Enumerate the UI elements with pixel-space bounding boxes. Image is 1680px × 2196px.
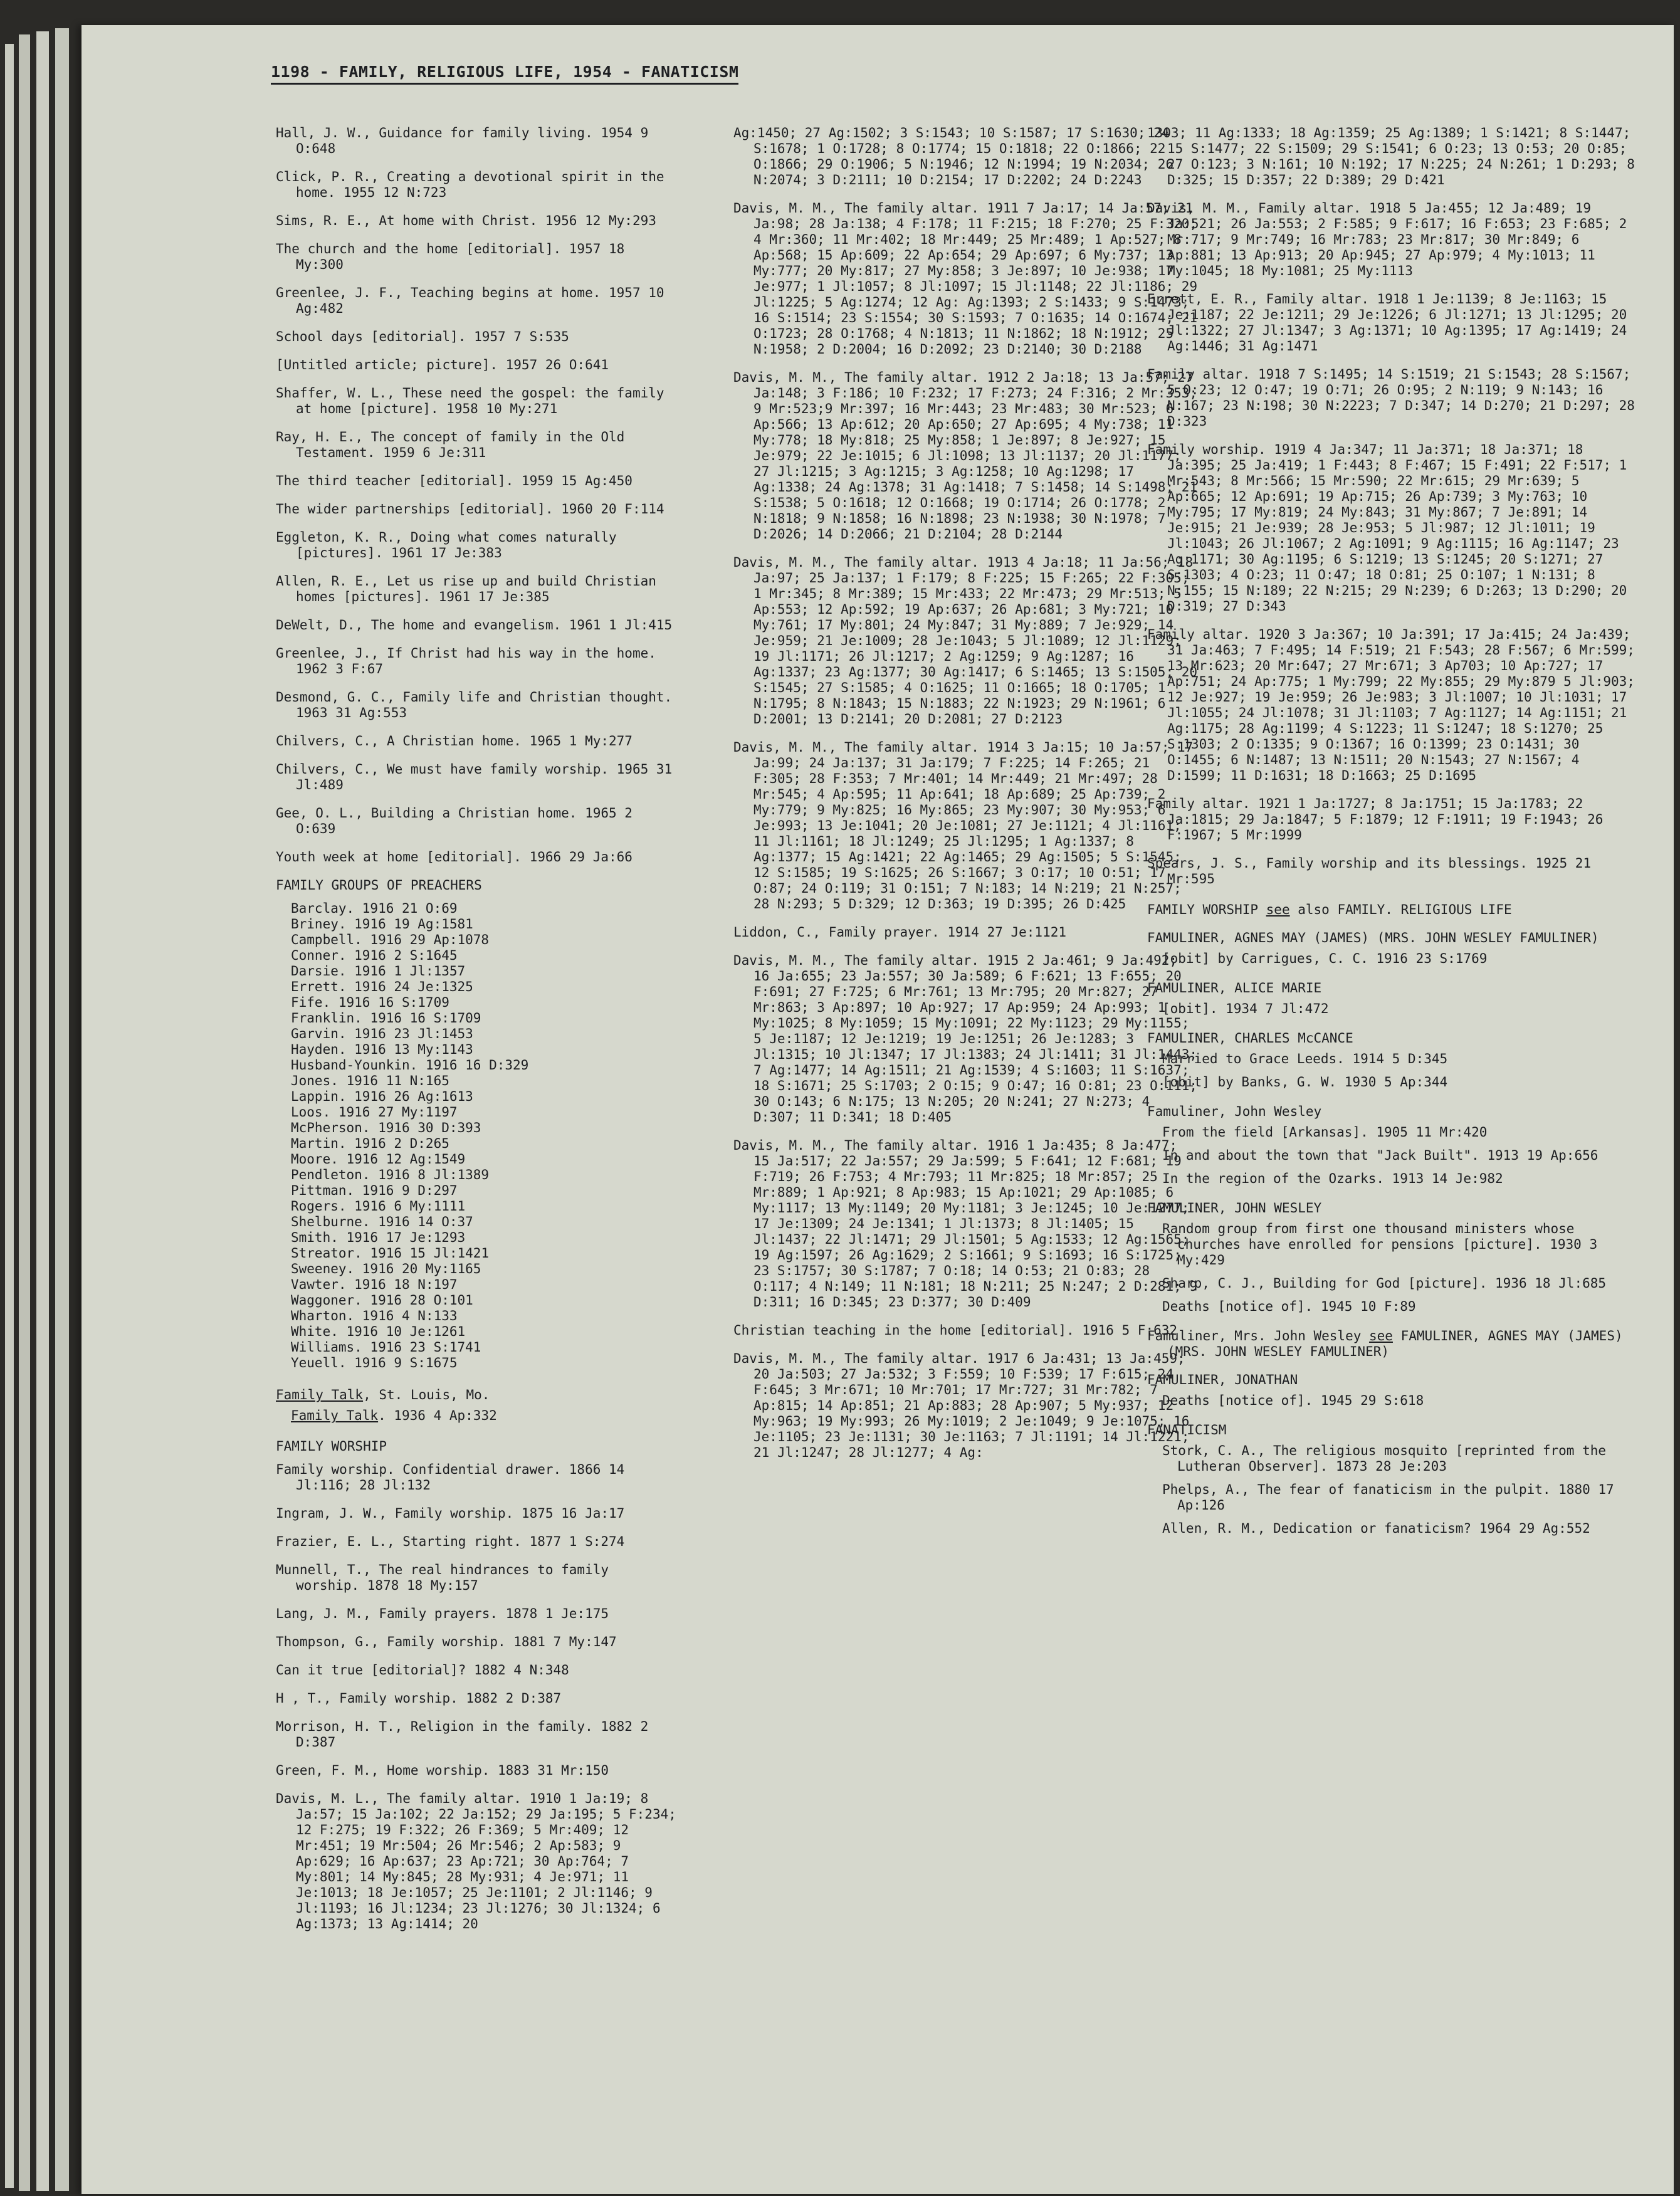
entries-family-worship — [276, 1462, 677, 1932]
index-entry: Shaffer, W. L., These need the gospel: the family at home [picture]. 1958 10 My:271 — [276, 386, 664, 416]
john-wesley-subentries — [1147, 1221, 1636, 1315]
group-alice — [1147, 980, 1636, 1017]
index-entry: DeWelt, D., The home and evangelism. 1961 1 Jl:415 — [276, 617, 673, 633]
index-entry: Ray, H. E., The concept of family in the Old Testament. 1959 6 Je:311 — [276, 429, 625, 460]
index-entry: Frazier, E. L., Starting right. 1877 1 S:274 — [276, 1534, 625, 1549]
entries-family-altar-cont — [1147, 125, 1636, 887]
preacher-entry: Jones. 1916 11 N:165 — [291, 1073, 449, 1088]
index-entry: Eggleton, K. R., Doing what comes naturally [pictures]. 1961 17 Je:383 — [276, 530, 617, 560]
index-entry: Davis, M. M., The family altar. 1916 1 Ja:435; 8 Ja:477; 15 Ja:517; 22 Ja:557; 29 Ja:599; 5 F:641; 12 F:681; 19 F:719; 26 F:753; 4 Mr:793; 11 Mr:825; 18 Mr:857; 25 Mr:889; 1 Ap:921; 8 Ap:983; 15 Ap:1021; 29 Ap:1085; 6 My:1117; 13 My:1149; 20 My:1181; 3 Je:1245; 10 Je:1277; 17 Je:1309; 24 Je:1341; 1 Jl:1373; 8 Jl:1405; 15 Jl:1437; 22 Jl:1471; 29 Jl:1501; 5 Ag:1533; 12 Ag:1565; 19 Ag:1597; 26 Ag:1629; 2 S:1661; 9 S:1693; 16 S:1725; 23 S:1757; 30 S:1787; 7 O:18; 14 O:53; 21 O:83; 28 O:117; 4 N:149; 11 N:181; 18 N:211; 25 N:247; 2 D:281; 9 D:311; 16 D:345; 23 D:377; 30 D:409 — [733, 1138, 1198, 1310]
index-entry: Family altar. 1920 3 Ja:367; 10 Ja:391; 17 Ja:415; 24 Ja:439; 31 Ja:463; 7 F:495; 14 F:519; 21 F:543; 28 F:567; 6 Mr:599; 13 Mr:623; 20 Mr:647; 27 Mr:671; 3 Ap703; 10 Ap:727; 17 Ap:751; 24 Ap:775; 1 My:799; 22 My:855; 29 My:879 5 Jl:903; 12 Je:927; 19 Je:959; 26 Je:983; 3 Jl:1007; 10 Jl:1031; 17 Jl:1055; 24 Jl:1078; 31 Jl:1103; 7 Ag:1127; 14 Ag:1151; 21 Ag:1175; 28 Ag:1199; 4 S:1223; 11 S:1247; 18 S:1270; 25 S:1303; 2 O:1335; 9 O:1367; 16 O:1399; 23 O:1431; 30 O:1455; 6 N:1487; 13 N:1511; 20 N:1543; 27 N:1567; 4 D:1599; 11 D:1631; 18 D:1663; 25 D:1695 — [1147, 627, 1635, 783]
index-entry: Sims, R. E., At home with Christ. 1956 12 My:293 — [276, 213, 656, 228]
group-jonathan — [1147, 1372, 1636, 1409]
heading-jonathan: FAMULINER, JONATHAN — [1147, 1372, 1298, 1387]
preacher-entry: Martin. 1916 2 D:265 — [291, 1136, 449, 1151]
preacher-entry: Pittman. 1916 9 D:297 — [291, 1183, 458, 1198]
preacher-entry: McPherson. 1916 30 D:393 — [291, 1120, 481, 1135]
preacher-entry: Lappin. 1916 26 Ag:1613 — [291, 1089, 473, 1104]
preacher-entry: Husband-Younkin. 1916 16 D:329 — [291, 1058, 529, 1073]
index-entry: Family worship. Confidential drawer. 1866 14 Jl:116; 28 Jl:132 — [276, 1462, 625, 1493]
entries-family-altar — [733, 125, 1197, 1461]
index-entry: Munnell, T., The real hindrances to family worship. 1878 18 My:157 — [276, 1562, 609, 1593]
column-1 — [276, 125, 677, 1945]
index-entry: Click, P. R., Creating a devotional spirit in the home. 1955 12 N:723 — [276, 169, 664, 200]
index-entry: Allen, R. E., Let us rise up and build Christian homes [pictures]. 1961 17 Je:385 — [276, 574, 656, 604]
index-entry: H , T., Family worship. 1882 2 D:387 — [276, 1691, 562, 1706]
subentry: Allen, R. M., Dedication or fanaticism? 1964 29 Ag:552 — [1162, 1521, 1590, 1536]
mrs-see-link: see — [1369, 1328, 1393, 1343]
preacher-entry: Wharton. 1916 4 N:133 — [291, 1308, 458, 1323]
index-entry: Spears, J. S., Family worship and its blessings. 1925 21 Mr:595 — [1147, 856, 1592, 886]
subentry: Married to Grace Leeds. 1914 5 D:345 — [1162, 1051, 1448, 1066]
preacher-entry: Waggoner. 1916 28 O:101 — [291, 1293, 473, 1308]
preacher-list — [276, 901, 677, 1371]
index-entry: Family altar. 1921 1 Ja:1727; 8 Ja:1751; 15 Ja:1783; 22 Ja:1815; 29 Ja:1847; 5 F:1879; 12 F:1911; 19 F:1943; 26 F:1967; 5 Mr:1999 — [1147, 796, 1604, 843]
mrs-target: FAMULINER, AGNES MAY (JAMES) (MRS. JOHN WESLEY FAMULINER) — [1167, 1328, 1623, 1359]
preacher-entry: Vawter. 1916 18 N:197 — [291, 1277, 458, 1292]
subentry: Random group from first one thousand ministers whose churches have enrolled for pensions [picture]. 1930 3 My:429 — [1162, 1221, 1598, 1268]
index-entry: [Untitled article; picture]. 1957 26 O:641 — [276, 357, 609, 372]
page-edge-3 — [36, 31, 49, 2191]
mrs-term: Famuliner, Mrs. John Wesley — [1147, 1328, 1370, 1343]
index-entry: Morrison, H. T., Religion in the family. 1882 2 D:387 — [276, 1719, 649, 1750]
index-entry: Davis, M. L., The family altar. 1910 1 Ja:19; 8 Ja:57; 15 Ja:102; 22 Ja:152; 29 Ja:195; 5 F:234; 12 F:275; 19 F:322; 26 F:369; 5 Mr:409; 12 Mr:451; 19 Mr:504; 26 Mr:546; 2 Ap:583; 9 Ap:629; 16 Ap:637; 23 Ap:721; 30 Ap:764; 7 My:801; 14 My:845; 28 My:931; 4 Je:971; 11 Je:1013; 18 Je:1057; 25 Je:1101; 2 Jl:1146; 9 Jl:1193; 16 Jl:1234; 23 Jl:1276; 30 Jl:1324; 6 Ag:1373; 13 Ag:1414; 20 — [276, 1791, 676, 1931]
index-entry: Family worship. 1919 4 Ja:347; 11 Ja:371; 18 Ja:371; 18 Ja:395; 25 Ja:419; 1 F:443; 8 F:467; 15 F:491; 22 F:517; 1 Mr:543; 8 Mr:566; 15 Mr:590; 22 Mr:615; 29 Mr:639; 5 Ap:665; 12 Ap:691; 19 Ap:715; 26 Ap:739; 3 My:763; 10 My:795; 17 My:819; 24 My:843; 31 My:867; 7 Je:891; 14 Je:915; 21 Je:939; 28 Je:953; 5 Jl:987; 12 Jl:1011; 19 Jl:1043; 26 Jl:1067; 2 Ag:1091; 9 Ag:1115; 16 Ag:1147; 23 Ag:1171; 30 Ag:1195; 6 S:1219; 13 S:1245; 20 S:1271; 27 S:1303; 4 O:23; 11 O:47; 18 O:81; 25 O:107; 1 N:131; 8 N:155; 15 N:189; 22 N:215; 29 N:239; 6 D:263; 13 D:290; 20 D:319; 27 D:343 — [1147, 442, 1627, 614]
group-john-wesley — [1147, 1200, 1636, 1315]
subentry: Phelps, A., The fear of fanaticism in the pulpit. 1880 17 Ap:126 — [1162, 1482, 1614, 1513]
index-entry: Davis, M. M., The family altar. 1913 4 Ja:18; 11 Ja:56; 18 Ja:97; 25 Ja:137; 1 F:179; 8 F:225; 15 F:265; 22 F:305; 1 Mr:345; 8 Mr:389; 15 Mr:433; 22 Mr:473; 29 Mr:513; 5 Ap:553; 12 Ap:592; 19 Ap:637; 26 Ap:681; 3 My:721; 10 My:761; 17 My:801; 24 My:847; 31 My:889; 7 Je:929; 14 Je:959; 21 Je:1009; 28 Je:1043; 5 Jl:1089; 12 Jl:1129; 19 Jl:1171; 26 Jl:1217; 2 Ag:1259; 9 Ag:1287; 16 Ag:1337; 23 Ag:1377; 30 Ag:1417; 6 S:1465; 13 S:1505; 20 S:1545; 27 S:1585; 4 O:1625; 11 O:1665; 18 O:1705; 1 N:1795; 8 N:1843; 15 N:1883; 22 N:1923; 29 N:1961; 6 D:2001; 13 D:2141; 20 D:2081; 27 D:2123 — [733, 555, 1198, 727]
index-entry: Errett, E. R., Family altar. 1918 1 Je:1139; 8 Je:1163; 15 Je:1187; 22 Je:1211; 29 Je:1226; 6 Jl:1271; 13 Jl:1295; 20 Jl:1322; 27 Jl:1347; 3 Ag:1371; 10 Ag:1395; 17 Ag:1419; 24 Ag:1446; 31 Ag:1471 — [1147, 292, 1627, 354]
subentry: From the field [Arkansas]. 1905 11 Mr:420 — [1162, 1125, 1488, 1140]
index-entry: Lang, J. M., Family prayers. 1878 1 Je:175 — [276, 1606, 609, 1621]
index-entry: Ag:1450; 27 Ag:1502; 3 S:1543; 10 S:1587; 17 S:1630; 24 S:1678; 1 O:1728; 8 O:1774; 15 O:1818; 22 O:1866; 22 O:1866; 29 O:1906; 5 N:1946; 12 N:1994; 19 N:2034; 26 N:2074; 3 D:2111; 10 D:2154; 17 D:2202; 24 D:2243 — [733, 125, 1174, 187]
preacher-entry: Franklin. 1916 16 S:1709 — [291, 1011, 481, 1026]
agnes-subentries — [1147, 951, 1636, 967]
family-talk-name: Family Talk — [276, 1387, 364, 1402]
document-page — [81, 25, 1674, 2194]
heading-family-worship: FAMILY WORSHIP — [276, 1439, 387, 1454]
see-also-target: also FAMILY. RELIGIOUS LIFE — [1289, 902, 1512, 917]
preacher-entry: Sweeney. 1916 20 My:1165 — [291, 1261, 481, 1276]
index-entry: Davis, M. M., Family altar. 1918 5 Ja:455; 12 Ja:489; 19 Ja:521; 26 Ja:553; 2 F:585; 9 F:617; 16 F:653; 23 F:685; 2 Mr:717; 9 Mr:749; 16 Mr:783; 23 Mr:817; 30 Mr:849; 6 Ap:881; 13 Ap:913; 20 Ap:945; 27 Ap:979; 4 My:1013; 11 My:1045; 18 My:1081; 25 My:1113 — [1147, 201, 1627, 278]
jonathan-subentries — [1147, 1393, 1636, 1409]
preacher-entry: Garvin. 1916 23 Jl:1453 — [291, 1026, 473, 1041]
preacher-entry: Briney. 1916 19 Ag:1581 — [291, 917, 473, 932]
index-entry: Thompson, G., Family worship. 1881 7 My:147 — [276, 1634, 617, 1649]
index-entry: The third teacher [editorial]. 1959 15 Ag:450 — [276, 473, 633, 488]
heading-fanaticism: FANATICISM — [1147, 1422, 1227, 1437]
family-talk-subentry — [291, 1408, 677, 1424]
subentry: In and about the town that "Jack Built". 1913 19 Ap:656 — [1162, 1148, 1599, 1163]
preacher-entry: Williams. 1916 23 S:1741 — [291, 1340, 481, 1355]
preacher-entry: Pendleton. 1916 8 Jl:1389 — [291, 1167, 490, 1182]
index-entry: Green, F. M., Home worship. 1883 31 Mr:150 — [276, 1763, 609, 1778]
index-entry: Liddon, C., Family prayer. 1914 27 Je:1121 — [733, 925, 1067, 940]
index-entry: Davis, M. M., The family altar. 1911 7 Ja:17; 14 Ja:57; 21 Ja:98; 28 Ja:138; 4 F:178; 11 F:215; 18 F:270; 25 F:320; 4 Mr:360; 11 Mr:402; 18 Mr:449; 25 Mr:489; 1 Ap:527; 8 Ap:568; 15 Ap:609; 22 Ap:654; 29 Ap:697; 6 My:737; 13 My:777; 20 My:817; 27 My:858; 3 Je:897; 10 Je:938; 17 Je:977; 1 Jl:1057; 8 Jl:1097; 15 Jl:1148; 22 Jl:1186; 29 Jl:1225; 5 Ag:1274; 12 Ag: Ag:1393; 2 S:1433; 9 S:1473; 16 S:1514; 23 S:1554; 30 S:1593; 7 O:1635; 14 O:1674; 21 O:1723; 28 O:1768; 4 N:1813; 11 N:1862; 18 N:1912; 25 N:1958; 2 D:2004; 16 D:2092; 23 D:2140; 30 D:2188 — [733, 201, 1198, 357]
column-2 — [733, 125, 1197, 1473]
see-also-entry — [1147, 902, 1636, 918]
column-3 — [1147, 125, 1636, 1550]
group-charles — [1147, 1031, 1636, 1090]
page-edge-2 — [19, 34, 30, 2191]
subentry: Deaths [notice of]. 1945 10 F:89 — [1162, 1299, 1416, 1314]
group-fanaticism — [1147, 1422, 1636, 1537]
alice-subentries — [1147, 1001, 1636, 1017]
family-talk-place: , St. Louis, Mo. — [363, 1387, 490, 1402]
index-entry: Davis, M. M., The family altar. 1914 3 Ja:15; 10 Ja:57; 17 Ja:99; 24 Ja:137; 31 Ja:179; 7 F:225; 14 F:265; 21 F:305; 28 F:353; 7 Mr:401; 14 Mr:449; 21 Mr:497; 28 Mr:545; 4 Ap:595; 11 Ap:641; 18 Ap:689; 25 Ap:739; 2 My:779; 9 My:825; 16 My:865; 23 My:907; 30 My:953; 6 Je:993; 13 Je:1041; 20 Je:1081; 27 Je:1121; 4 Jl:1161; 11 Jl:1161; 18 Jl:1249; 25 Jl:1295; 1 Ag:1337; 8 Ag:1377; 15 Ag:1421; 22 Ag:1465; 29 Ag:1505; 5 S:1545; 12 S:1585; 19 S:1625; 26 S:1667; 3 O:17; 10 O:51; 17 O:87; 24 O:119; 31 O:151; 7 N:183; 14 N:219; 21 N:257; 28 N:293; 5 D:329; 12 D:363; 19 D:395; 26 D:425 — [733, 740, 1194, 911]
index-entry: Chilvers, C., A Christian home. 1965 1 My:277 — [276, 733, 633, 749]
index-entry: Gee, O. L., Building a Christian home. 1965 2 O:639 — [276, 806, 633, 836]
charles-subentries — [1147, 1051, 1636, 1090]
preacher-entry: Campbell. 1916 29 Ap:1078 — [291, 932, 490, 947]
index-entry: Greenlee, J., If Christ had his way in the home. 1962 3 F:67 — [276, 646, 656, 676]
mrs-famuliner-entry — [1147, 1328, 1636, 1360]
group-john — [1147, 1104, 1636, 1187]
index-entry: Davis, M. M., The family altar. 1915 2 Ja:461; 9 Ja:492; 16 Ja:655; 23 Ja:557; 30 Ja:589; 6 F:621; 13 F:655; 20 F:691; 27 F:725; 6 Mr:761; 13 Mr:795; 20 Mr:827; 27 Mr:863; 3 Ap:897; 10 Ap:927; 17 Ap:959; 24 Ap:993; 1 My:1025; 8 My:1059; 15 My:1091; 22 My:1123; 29 My:1155; 5 Je:1187; 12 Je:1219; 19 Je:1251; 26 Je:1283; 3 Jl:1315; 10 Jl:1347; 17 Jl:1383; 24 Jl:1411; 31 Jl:1443; 7 Ag:1477; 14 Ag:1511; 21 Ag:1539; 4 S:1603; 11 S:1637; 18 S:1671; 25 S:1703; 2 O:15; 9 O:47; 16 O:81; 23 O:111; 30 O:143; 6 N:175; 13 N:205; 20 N:241; 27 N:273; 4 D:307; 11 D:341; 18 D:405 — [733, 953, 1198, 1125]
preacher-entry: Hayden. 1916 13 My:1143 — [291, 1042, 473, 1057]
subentry: Sharp, C. J., Building for God [picture]. 1936 18 Jl:685 — [1162, 1276, 1607, 1291]
heading-charles: FAMULINER, CHARLES McCANCE — [1147, 1031, 1353, 1046]
preacher-entry: Conner. 1916 2 S:1645 — [291, 948, 458, 963]
index-entry: Youth week at home [editorial]. 1966 29 Ja:66 — [276, 849, 633, 864]
preacher-entry: Fife. 1916 16 S:1709 — [291, 995, 449, 1010]
family-talk-sub-name: Family Talk — [291, 1408, 379, 1423]
see-link: see — [1266, 902, 1290, 917]
heading-alice: FAMULINER, ALICE MARIE — [1147, 980, 1322, 996]
subentry: [obit] by Carrigues, C. C. 1916 23 S:1769 — [1162, 951, 1488, 966]
heading-john-wesley: FAMULINER, JOHN WESLEY — [1147, 1200, 1322, 1216]
index-entry: Chilvers, C., We must have family worship. 1965 31 Jl:489 — [276, 762, 673, 792]
entries-family-religious-life — [276, 125, 677, 865]
running-header: 1198 - FAMILY, RELIGIOUS LIFE, 1954 - FANATICISM — [271, 63, 738, 85]
family-talk-entry — [276, 1387, 677, 1403]
preacher-entry: Errett. 1916 24 Je:1325 — [291, 979, 473, 994]
group-agnes — [1147, 930, 1636, 967]
preacher-entry: Moore. 1916 12 Ag:1549 — [291, 1152, 466, 1167]
fanaticism-subentries — [1147, 1443, 1636, 1537]
preacher-entry: Yeuell. 1916 9 S:1675 — [291, 1355, 458, 1370]
subentry: [obit] by Banks, G. W. 1930 5 Ap:344 — [1162, 1074, 1448, 1090]
subentry: In the region of the Ozarks. 1913 14 Je:982 — [1162, 1171, 1503, 1186]
preacher-entry: Loos. 1916 27 My:1197 — [291, 1105, 458, 1120]
see-also-term: FAMILY WORSHIP — [1147, 902, 1266, 917]
index-entry: Christian teaching in the home [editorial]. 1916 5 F:632 — [733, 1323, 1178, 1338]
index-entry: Ingram, J. W., Family worship. 1875 16 Ja:17 — [276, 1506, 625, 1521]
index-entry: Greenlee, J. F., Teaching begins at home. 1957 10 Ag:482 — [276, 285, 664, 316]
preacher-entry: Shelburne. 1916 14 O:37 — [291, 1214, 473, 1229]
index-entry: The wider partnerships [editorial]. 1960 20 F:114 — [276, 502, 664, 517]
index-entry: The church and the home [editorial]. 1957 18 My:300 — [276, 241, 625, 272]
family-talk-sub-citation: . 1936 4 Ap:332 — [378, 1408, 497, 1423]
heading-john: Famuliner, John Wesley — [1147, 1104, 1322, 1119]
subentry: Stork, C. A., The religious mosquito [reprinted from the Lutheran Observer]. 1873 28 Je:203 — [1162, 1443, 1607, 1474]
page-edge-1 — [5, 44, 14, 2188]
heading-family-groups-of-preachers: FAMILY GROUPS OF PREACHERS — [276, 878, 482, 893]
page-edge-4 — [55, 28, 69, 2191]
index-entry: School days [editorial]. 1957 7 S:535 — [276, 329, 569, 344]
subentry: [obit]. 1934 7 Jl:472 — [1162, 1001, 1329, 1016]
index-entry: 1303; 11 Ag:1333; 18 Ag:1359; 25 Ag:1389; 1 S:1421; 8 S:1447; 15 S:1477; 22 S:1509; 29 S:1541; 6 O:23; 13 O:53; 20 O:85; 27 O:123; 3 N:161; 10 N:192; 17 N:225; 24 N:261; 1 D:293; 8 D:325; 15 D:357; 22 D:389; 29 D:421 — [1147, 125, 1635, 187]
index-entry: Family altar. 1918 7 S:1495; 14 S:1519; 21 S:1543; 28 S:1567; 5 O:23; 12 O:47; 19 O:71; 26 O:95; 2 N:119; 9 N:143; 16 N:167; 23 N:198; 30 N:2223; 7 D:347; 14 D:270; 21 D:297; 28 D:323 — [1147, 367, 1635, 429]
index-entry: Can it true [editorial]? 1882 4 N:348 — [276, 1663, 569, 1678]
preacher-entry: Rogers. 1916 6 My:1111 — [291, 1199, 466, 1214]
heading-agnes: FAMULINER, AGNES MAY (JAMES) (MRS. JOHN WESLEY FAMULINER) — [1147, 930, 1599, 945]
subentry: Deaths [notice of]. 1945 29 S:618 — [1162, 1393, 1424, 1408]
preacher-entry: Streator. 1916 15 Jl:1421 — [291, 1246, 490, 1261]
index-entry: Davis, M. M., The family altar. 1912 2 Ja:18; 13 Ja:57; 27 Ja:148; 3 F:186; 10 F:232; 17 F:273; 24 F:316; 2 Mr:353; 9 Mr:523;9 Mr:397; 16 Mr:443; 23 Mr:483; 30 Mr:523; 6 Ap:566; 13 Ap:612; 20 Ap:650; 27 Ap:695; 4 My:738; 11 My:778; 18 My:818; 25 My:858; 1 Je:897; 8 Je:927; 15 Je:979; 22 Je:1015; 6 Jl:1098; 13 Jl:1137; 20 Jl:1177; 27 Jl:1215; 3 Ag:1215; 3 Ag:1258; 10 Ag:1298; 17 Ag:1338; 24 Ag:1378; 31 Ag:1418; 7 S:1458; 14 S:1498; 21 S:1538; 5 O:1618; 12 O:1668; 19 O:1714; 26 O:1778; 2 N:1818; 9 N:1858; 16 N:1898; 23 N:1938; 30 N:1978; 7 D:2026; 14 D:2066; 21 D:2104; 28 D:2144 — [733, 370, 1198, 542]
preacher-entry: Darsie. 1916 1 Jl:1357 — [291, 964, 466, 979]
index-entry: Hall, J. W., Guidance for family living. 1954 9 O:648 — [276, 125, 649, 156]
john-subentries — [1147, 1125, 1636, 1187]
index-entry: Davis, M. M., The family altar. 1917 6 Ja:431; 13 Ja:459; 20 Ja:503; 27 Ja:532; 3 F:559; 10 F:539; 17 F:615; 24 F:645; 3 Mr:671; 10 Mr:701; 17 Mr:727; 31 Mr:782; 7 Ap:815; 14 Ap:851; 21 Ap:883; 28 Ap:907; 5 My:937; 12 My:963; 19 My:993; 26 My:1019; 2 Je:1049; 9 Je:1075; 16 Je:1105; 23 Je:1131; 30 Je:1163; 7 Jl:1191; 14 Jl:1221; 21 Jl:1247; 28 Jl:1277; 4 Ag: — [733, 1351, 1190, 1460]
index-entry: Desmond, G. C., Family life and Christian thought. 1963 31 Ag:553 — [276, 690, 673, 720]
preacher-entry: White. 1916 10 Je:1261 — [291, 1324, 466, 1339]
preacher-entry: Barclay. 1916 21 O:69 — [291, 901, 458, 916]
preacher-entry: Smith. 1916 17 Je:1293 — [291, 1230, 466, 1245]
